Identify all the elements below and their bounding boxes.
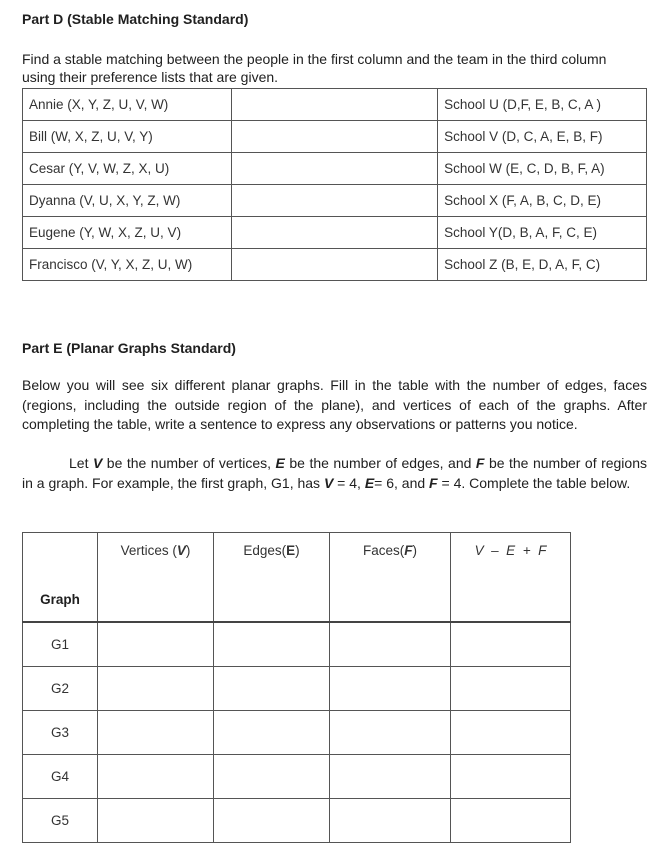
part-e-heading: Part E (Planar Graphs Standard) — [22, 340, 236, 356]
school-cell: School Y(D, B, A, F, C, E) — [438, 217, 647, 249]
graph-column-header: Graph — [23, 533, 98, 623]
vertices-cell[interactable] — [98, 755, 214, 799]
table-row — [23, 667, 571, 711]
answer-cell[interactable] — [231, 249, 437, 281]
person-cell: Eugene (Y, W, X, Z, U, V) — [23, 217, 232, 249]
answer-cell[interactable] — [231, 121, 437, 153]
symbol-f: F — [429, 474, 438, 491]
answer-cell[interactable] — [231, 89, 437, 121]
table-row — [23, 121, 647, 153]
table-row — [23, 153, 647, 185]
graph-label: G1 — [23, 622, 98, 667]
symbol-e: E — [364, 474, 375, 491]
table-row — [23, 755, 571, 799]
graph-label: G2 — [23, 667, 98, 711]
vertices-cell[interactable] — [98, 622, 214, 667]
formula-column-header: V – E + F — [451, 533, 571, 623]
part-e-paragraph-2: Let V be the number of vertices, E be the number of edges, and F be the number of regions in a graph. For example, the first graph, G1, has V = 4, E= 6, and F = 4. Complete the table below. — [22, 455, 647, 491]
person-cell: Bill (W, X, Z, U, V, Y) — [23, 121, 232, 153]
faces-cell[interactable] — [330, 799, 451, 843]
edges-cell[interactable] — [214, 622, 330, 667]
school-cell: School U (D,F, E, B, C, A ) — [438, 89, 647, 121]
part-d-instruction-line-1: Find a stable matching between the people in the first column and the team in the third column — [22, 51, 607, 67]
symbol-v: V — [92, 455, 103, 471]
edges-cell[interactable] — [214, 667, 330, 711]
part-d-instructions — [22, 50, 647, 87]
formula-cell[interactable] — [451, 622, 571, 667]
faces-cell[interactable] — [330, 711, 451, 755]
answer-cell[interactable] — [231, 185, 437, 217]
formula-cell[interactable] — [451, 755, 571, 799]
school-cell: School X (F, A, B, C, D, E) — [438, 185, 647, 217]
faces-cell[interactable] — [330, 755, 451, 799]
school-cell: School W (E, C, D, B, F, A) — [438, 153, 647, 185]
table-header-row — [23, 533, 571, 623]
vertices-cell[interactable] — [98, 799, 214, 843]
part-d-instruction-line-2: using their preference lists that are given. — [22, 68, 279, 85]
part-e-paragraph-1: Below you will see six different planar graphs. Fill in the table with the number of edges, faces (regions, including the outside region of the plane), and vertices of each of the graphs. After completing the table, write a sentence to express any observations or patterns you notice. — [22, 377, 647, 432]
edges-cell[interactable] — [214, 711, 330, 755]
table-row — [23, 185, 647, 217]
vertices-cell[interactable] — [98, 667, 214, 711]
table-row — [23, 89, 647, 121]
planar-graphs-table — [22, 532, 571, 843]
graph-label: G3 — [23, 711, 98, 755]
formula-cell[interactable] — [451, 799, 571, 843]
answer-cell[interactable] — [231, 217, 437, 249]
edges-cell[interactable] — [214, 755, 330, 799]
table-row — [23, 249, 647, 281]
edges-column-header: Edges(E) — [214, 533, 330, 623]
faces-column-header: Faces(F) — [330, 533, 451, 623]
faces-cell[interactable] — [330, 622, 451, 667]
edges-cell[interactable] — [214, 799, 330, 843]
graph-label: G5 — [23, 799, 98, 843]
school-cell: School V (D, C, A, E, B, F) — [438, 121, 647, 153]
formula-cell[interactable] — [451, 711, 571, 755]
vertices-column-header: Vertices (V) — [98, 533, 214, 623]
school-cell: School Z (B, E, D, A, F, C) — [438, 249, 647, 281]
symbol-f: F — [475, 455, 485, 471]
table-row — [23, 711, 571, 755]
table-row — [23, 799, 571, 843]
person-cell: Francisco (V, Y, X, Z, U, W) — [23, 249, 232, 281]
person-cell: Annie (X, Y, Z, U, V, W) — [23, 89, 232, 121]
answer-cell[interactable] — [231, 153, 437, 185]
symbol-v: V — [323, 474, 334, 491]
formula-cell[interactable] — [451, 667, 571, 711]
person-cell: Dyanna (V, U, X, Y, Z, W) — [23, 185, 232, 217]
graph-label: G4 — [23, 755, 98, 799]
stable-matching-table — [22, 88, 647, 281]
table-row — [23, 622, 571, 667]
vertices-cell[interactable] — [98, 711, 214, 755]
part-d-heading: Part D (Stable Matching Standard) — [22, 11, 249, 27]
faces-cell[interactable] — [330, 667, 451, 711]
symbol-e: E — [275, 455, 285, 471]
person-cell: Cesar (Y, V, W, Z, X, U) — [23, 153, 232, 185]
table-row — [23, 217, 647, 249]
